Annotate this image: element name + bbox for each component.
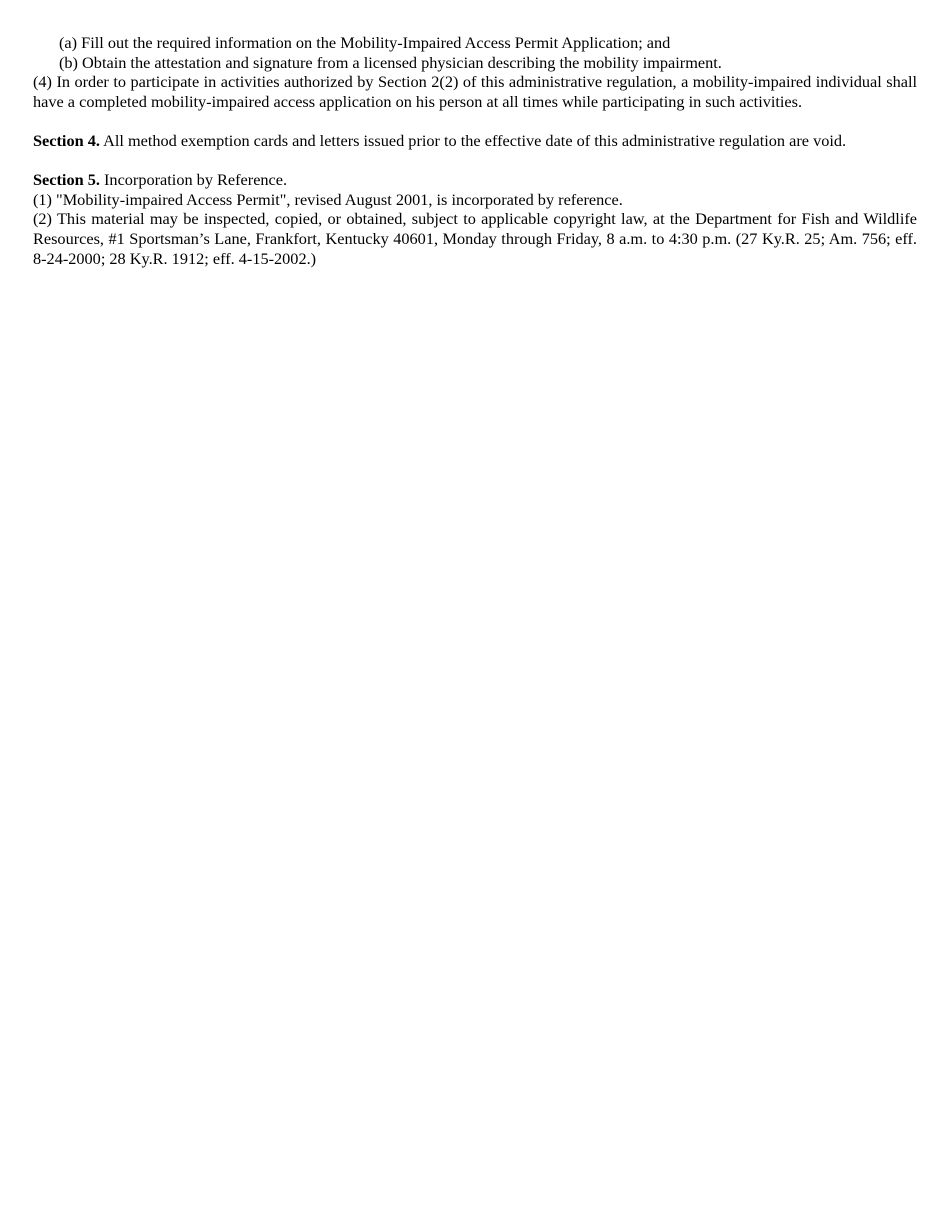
list-item-a: (a) Fill out the required information on the Mobility-Impaired Access Permit Application; and <box>59 33 671 52</box>
section-5-heading: Section 5. <box>33 170 100 190</box>
section-5-subsection-2: (2) This material may be inspected, copied, or obtained, subject to applicable copyright law, at the Department for Fish and Wildlife Resources, #1 Sportsman’s Lane, Frankfort, Kentucky 40601, Monday through Friday, 8 a.m. to 4:30 p.m. (27 Ky.R. 25; Am. 756; eff. 8-24-2000; 28 Ky.R. 1912; eff. 4-15-2002.) <box>33 209 917 268</box>
list-item-b: (b) Obtain the attestation and signature from a licensed physician describing the mobility impairment. <box>59 52 722 72</box>
section-5-title: Incorporation by Reference. <box>99 170 288 190</box>
section-5-subsection-1: (1) "Mobility-impaired Access Permit", revised August 2001, is incorporated by reference. <box>33 189 623 209</box>
spacer <box>33 111 917 131</box>
spacer <box>33 151 917 171</box>
section-4-paragraph <box>33 131 917 151</box>
paragraph-4: (4) In order to participate in activities authorized by Section 2(2) of this administrative regulation, a mobility-impaired individual shall have a completed mobility-impaired access application on his person at all times while participating in such activities. <box>33 72 917 111</box>
section-5-paragraph <box>33 170 917 190</box>
section-4-text: All method exemption cards and letters issued prior to the effective date of this administrative regulation are void. <box>99 130 847 150</box>
document-page <box>33 33 917 268</box>
section-4-heading: Section 4. <box>33 130 100 150</box>
